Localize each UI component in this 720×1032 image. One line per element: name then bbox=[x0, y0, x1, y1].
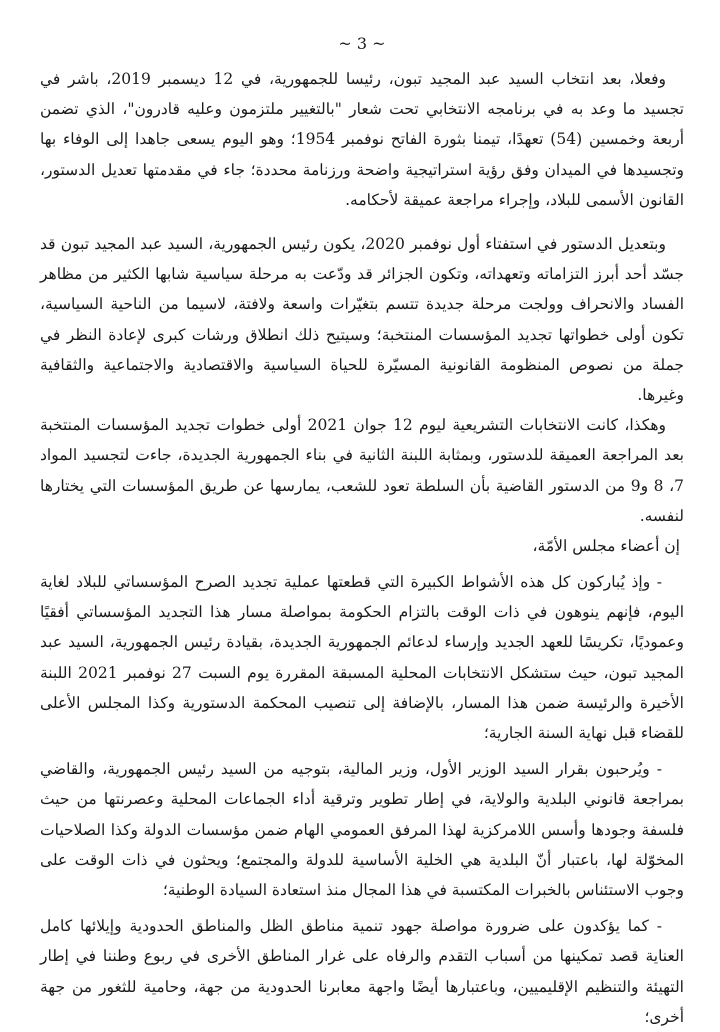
address-line: إن أعضاء مجلس الأمّة، bbox=[532, 537, 680, 556]
paragraph-3: وهكذا، كانت الانتخابات التشريعية ليوم 12 جوان 2021 أولى خطوات تجديد المؤسسات المنتخبة بعد المراجعة العميقة للدستور، وبمثابة اللبنة الثانية في بناء الجمهورية الجديدة، جاءت لتجسيد المواد 7، 8 و9 من الدستور القاضية بأن السلطة تعود للشعب، يمارسها عن طريق المؤسسات التي يختارها لنفسه. bbox=[40, 416, 684, 525]
bullet-paragraph-2: - ويُرحبون بقرار السيد الوزير الأول، وزير المالية، بتوجيه من السيد رئيس الجمهورية، والقاضي بمراجعة قانوني البلدية والولاية، في إطار تطوير وترقية أداء الجماعات المحلية وعصرنتها من حيث فلسفة وجودها وأسس اللامركزية لهذا المرفق العمومي الهام ضمن مؤسسات الدولة وكذا الصلاحيات المخوّلة لها، باعتبار أنّ البلدية هي الخلية الأساسية للدولة والمجتمع؛ ويحثون في ذات الوقت على وجوب الاستئناس بالخبرات المكتسبة في هذا المجال منذ استعادة السيادة الوطنية؛ bbox=[40, 760, 684, 900]
document-body bbox=[40, 64, 684, 1032]
page-number: ~ 3 ~ bbox=[338, 34, 386, 53]
paragraph-1: وفعلا، بعد انتخاب السيد عبد المجيد تبون، رئيسا للجمهورية، في 12 ديسمبر 2019، باشر في تجسيد ما وعد به في برنامجه الانتخابي تحت شعار "بالتغيير ملتزمون وعليه قادرون"، الذي تضمن أربعة وخمسين (54) تعهدًا، تيمنا بثورة الفاتح نوفمبر 1954؛ وهو اليوم يسعى جاهدا إلى الوفاء بها وتجسيدها في الميدان وفق رؤية استراتيجية واضحة ورزنامة محددة؛ جاء في مقدمتها تعديل الدستور، القانون الأسمى للبلاد، وإجراء مراجعة عميقة لأحكامه. bbox=[40, 70, 684, 209]
paragraph-2: وبتعديل الدستور في استفتاء أول نوفمبر 2020، يكون رئيس الجمهورية، السيد عبد المجيد تبون قد جسّد أحد أبرز التزاماته وتعهداته، وتكون الجزائر قد ودّعت به مرحلة سياسية شابها الكثير من مظاهر الفساد والانحراف وولجت مرحلة جديدة تتسم بتغيّرات واسعة ولافتة، لاسيما من الناحية السياسية، تكون أولى خطواتها تجديد المؤسسات المنتخبة؛ وسيتيح ذلك انطلاق ورشات كبرى لإعادة النظر في جملة من نصوص المنظومة القانونية المسيّرة للحياة السياسية والاقتصادية والاجتماعية والثقافية وغيرها. bbox=[40, 235, 684, 405]
bullet-paragraph-3: - كما يؤكدون على ضرورة مواصلة جهود تنمية مناطق الظل والمناطق الحدودية وإيلائها كامل العناية قصد تمكينها من أسباب التقدم والرفاه على غرار المناطق الأخرى في ربوع وطننا في إطار التهيئة والتنظيم الإقليميين، وباعتبارها أيضًا واجهة معابرنا الحدودية من جهة، وحامية للثغور من جهة أخرى؛ bbox=[40, 917, 684, 1026]
bullet-paragraph-1: - وإذ يُباركون كل هذه الأشواط الكبيرة التي قطعتها عملية تجديد الصرح المؤسساتي للبلاد لغاية اليوم، فإنهم ينوهون في ذات الوقت بالتزام الحكومة بمواصلة مسار هذا التجديد المؤسساتي أفقيًا وعموديًا، تكريسًا للعهد الجديد وإرساء لدعائم الجمهورية الجديدة، بقيادة رئيس الجمهورية، السيد عبد المجيد تبون، حيث ستشكل الانتخابات المحلية المسبقة المقررة يوم السبت 27 نوفمبر 2021 اللبنة الأخيرة والرئيسة ضمن هذا المسار، بالإضافة إلى تنصيب المحكمة الدستورية وكذا المجلس الأعلى للقضاء قبل نهاية السنة الجارية؛ bbox=[40, 573, 684, 743]
